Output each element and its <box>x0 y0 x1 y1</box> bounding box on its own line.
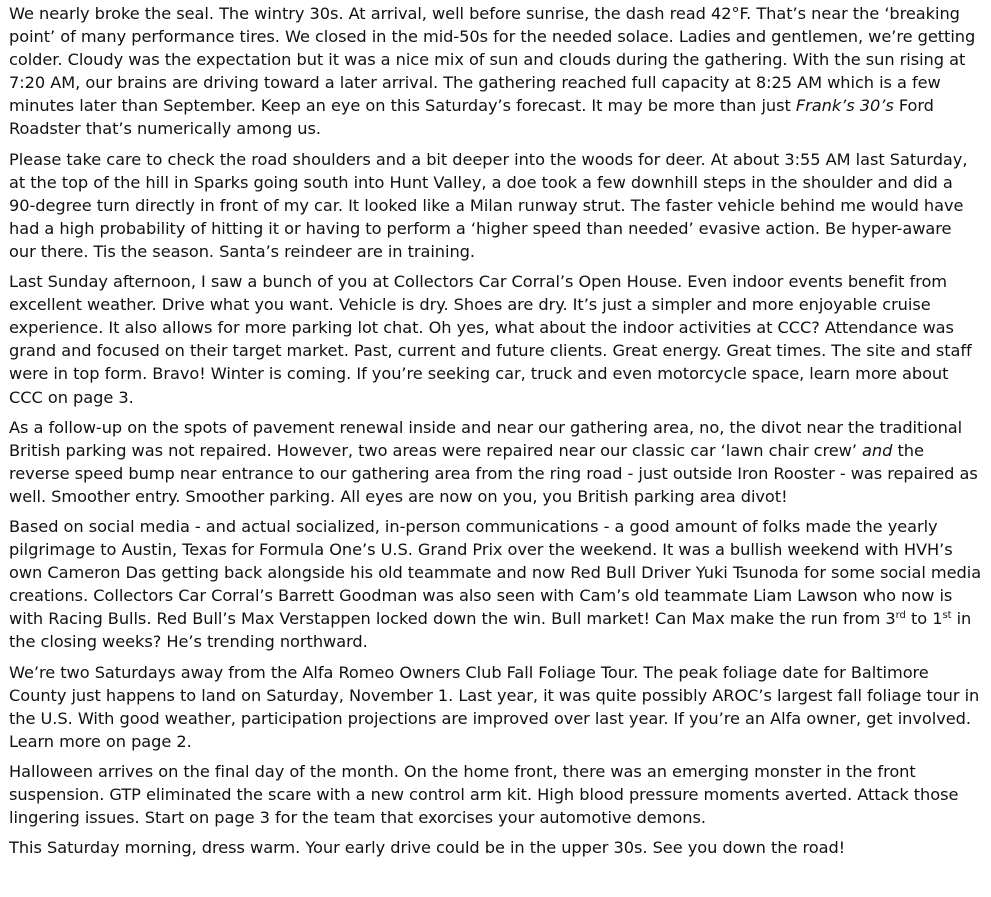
paragraph-text: to 1 <box>905 609 943 629</box>
paragraph-weather <box>9 2 983 141</box>
article-body <box>9 2 983 859</box>
superscript: st <box>942 610 952 622</box>
paragraph-open-house: Last Sunday afternoon, I saw a bunch of you at Collectors Car Corral’s Open House. Even indoor events benefit from excellent weather. Drive what you want. Vehicle is dry. Shoes are dry. It’s just a simpler and more enjoyable cruise experience. It also allows for more parking lot chat. Oh yes, what about the indoor activities at CCC? Attendance was grand and focused on their target market. Past, current and future clients. Great energy. Great times. The site and staff were in top form. Bravo! Winter is coming. If you’re seeking car, truck and even motorcycle space, learn more about CCC on page 3. <box>9 272 972 407</box>
italic-text: Frank’s 30’s <box>795 96 894 116</box>
paragraph-text: Ford Roadster that’s numerically among us. <box>9 96 934 139</box>
paragraph-text: in the closing weeks? He’s trending northward. <box>9 609 972 652</box>
paragraph-text: We nearly broke the seal. The wintry 30s. At arrival, well before sunrise, the dash read 42°F. That’s near the ‘breaking point’ of many performance tires. We closed in the mid-50s for the needed solace. Ladies and gentlemen, we’re getting colder. Cloudy was the expectation but it was a nice mix of sun and clouds during the gathering. With the sun rising at 7:20 AM, our brains are driving toward a later arrival. The gathering reached full capacity at 8:25 AM which is a few minutes later than September. Keep an eye on this Saturday’s forecast. It may be more than just <box>9 4 976 116</box>
paragraph-formula-one <box>9 515 983 654</box>
paragraph-text: Based on social media - and actual socialized, in-person communications - a good amount of folks made the yearly pilgrimage to Austin, Texas for Formula One’s U.S. Grand Prix over the weekend. It was a bullish weekend with HVH’s own Cameron Das getting back alongside his old teammate and now Red Bull Driver Yuki Tsunoda for some social media creations. Collectors Car Corral’s Barrett Goodman was also seen with Cam’s old teammate Liam Lawson who now is with Racing Bulls. Red Bull’s Max Verstappen locked down the win. Bull market! Can Max make the run from 3 <box>9 516 982 629</box>
paragraph-text: the reverse speed bump near entrance to our gathering area from the ring road - just outside Iron Rooster - was repaired as well. Smoother entry. Smoother parking. All eyes are now on you, you British parking area divot! <box>9 440 978 506</box>
italic-text: and <box>862 440 893 460</box>
paragraph-deer: Please take care to check the road shoulders and a bit deeper into the woods for deer. At about 3:55 AM last Saturday, at the top of the hill in Sparks going south into Hunt Valley, a doe took a few downhill steps in the shoulder and did a 90-degree turn directly in front of my car. It looked like a Milan runway strut. The faster vehicle behind me would have had a high probability of hitting it or having to perform a ‘higher speed than needed’ evasive action. Be hyper-aware our there. Tis the season. Santa’s reindeer are in training. <box>9 149 968 261</box>
paragraph-pavement <box>9 416 983 508</box>
paragraph-halloween: Halloween arrives on the final day of the month. On the home front, there was an emerging monster in the front suspension. GTP eliminated the scare with a new control arm kit. High blood pressure moments averted. Attack those lingering issues. Start on page 3 for the team that exorcises your automotive demons. <box>9 761 959 828</box>
paragraph-closing: This Saturday morning, dress warm. Your early drive could be in the upper 30s. See you down the road! <box>9 838 846 858</box>
paragraph-text: As a follow-up on the spots of pavement renewal inside and near our gathering area, no, the divot near the traditional British parking was not repaired. However, two areas were repaired near our classic car ‘lawn chair crew’ <box>9 417 963 460</box>
superscript: rd <box>895 610 906 622</box>
paragraph-alfa-tour: We’re two Saturdays away from the Alfa Romeo Owners Club Fall Foliage Tour. The peak foliage date for Baltimore County just happens to land on Saturday, November 1. Last year, it was quite possibly AROC’s largest fall foliage tour in the U.S. With good weather, participation projections are improved over last year. If you’re an Alfa owner, get involved. Learn more on page 2. <box>9 662 980 751</box>
